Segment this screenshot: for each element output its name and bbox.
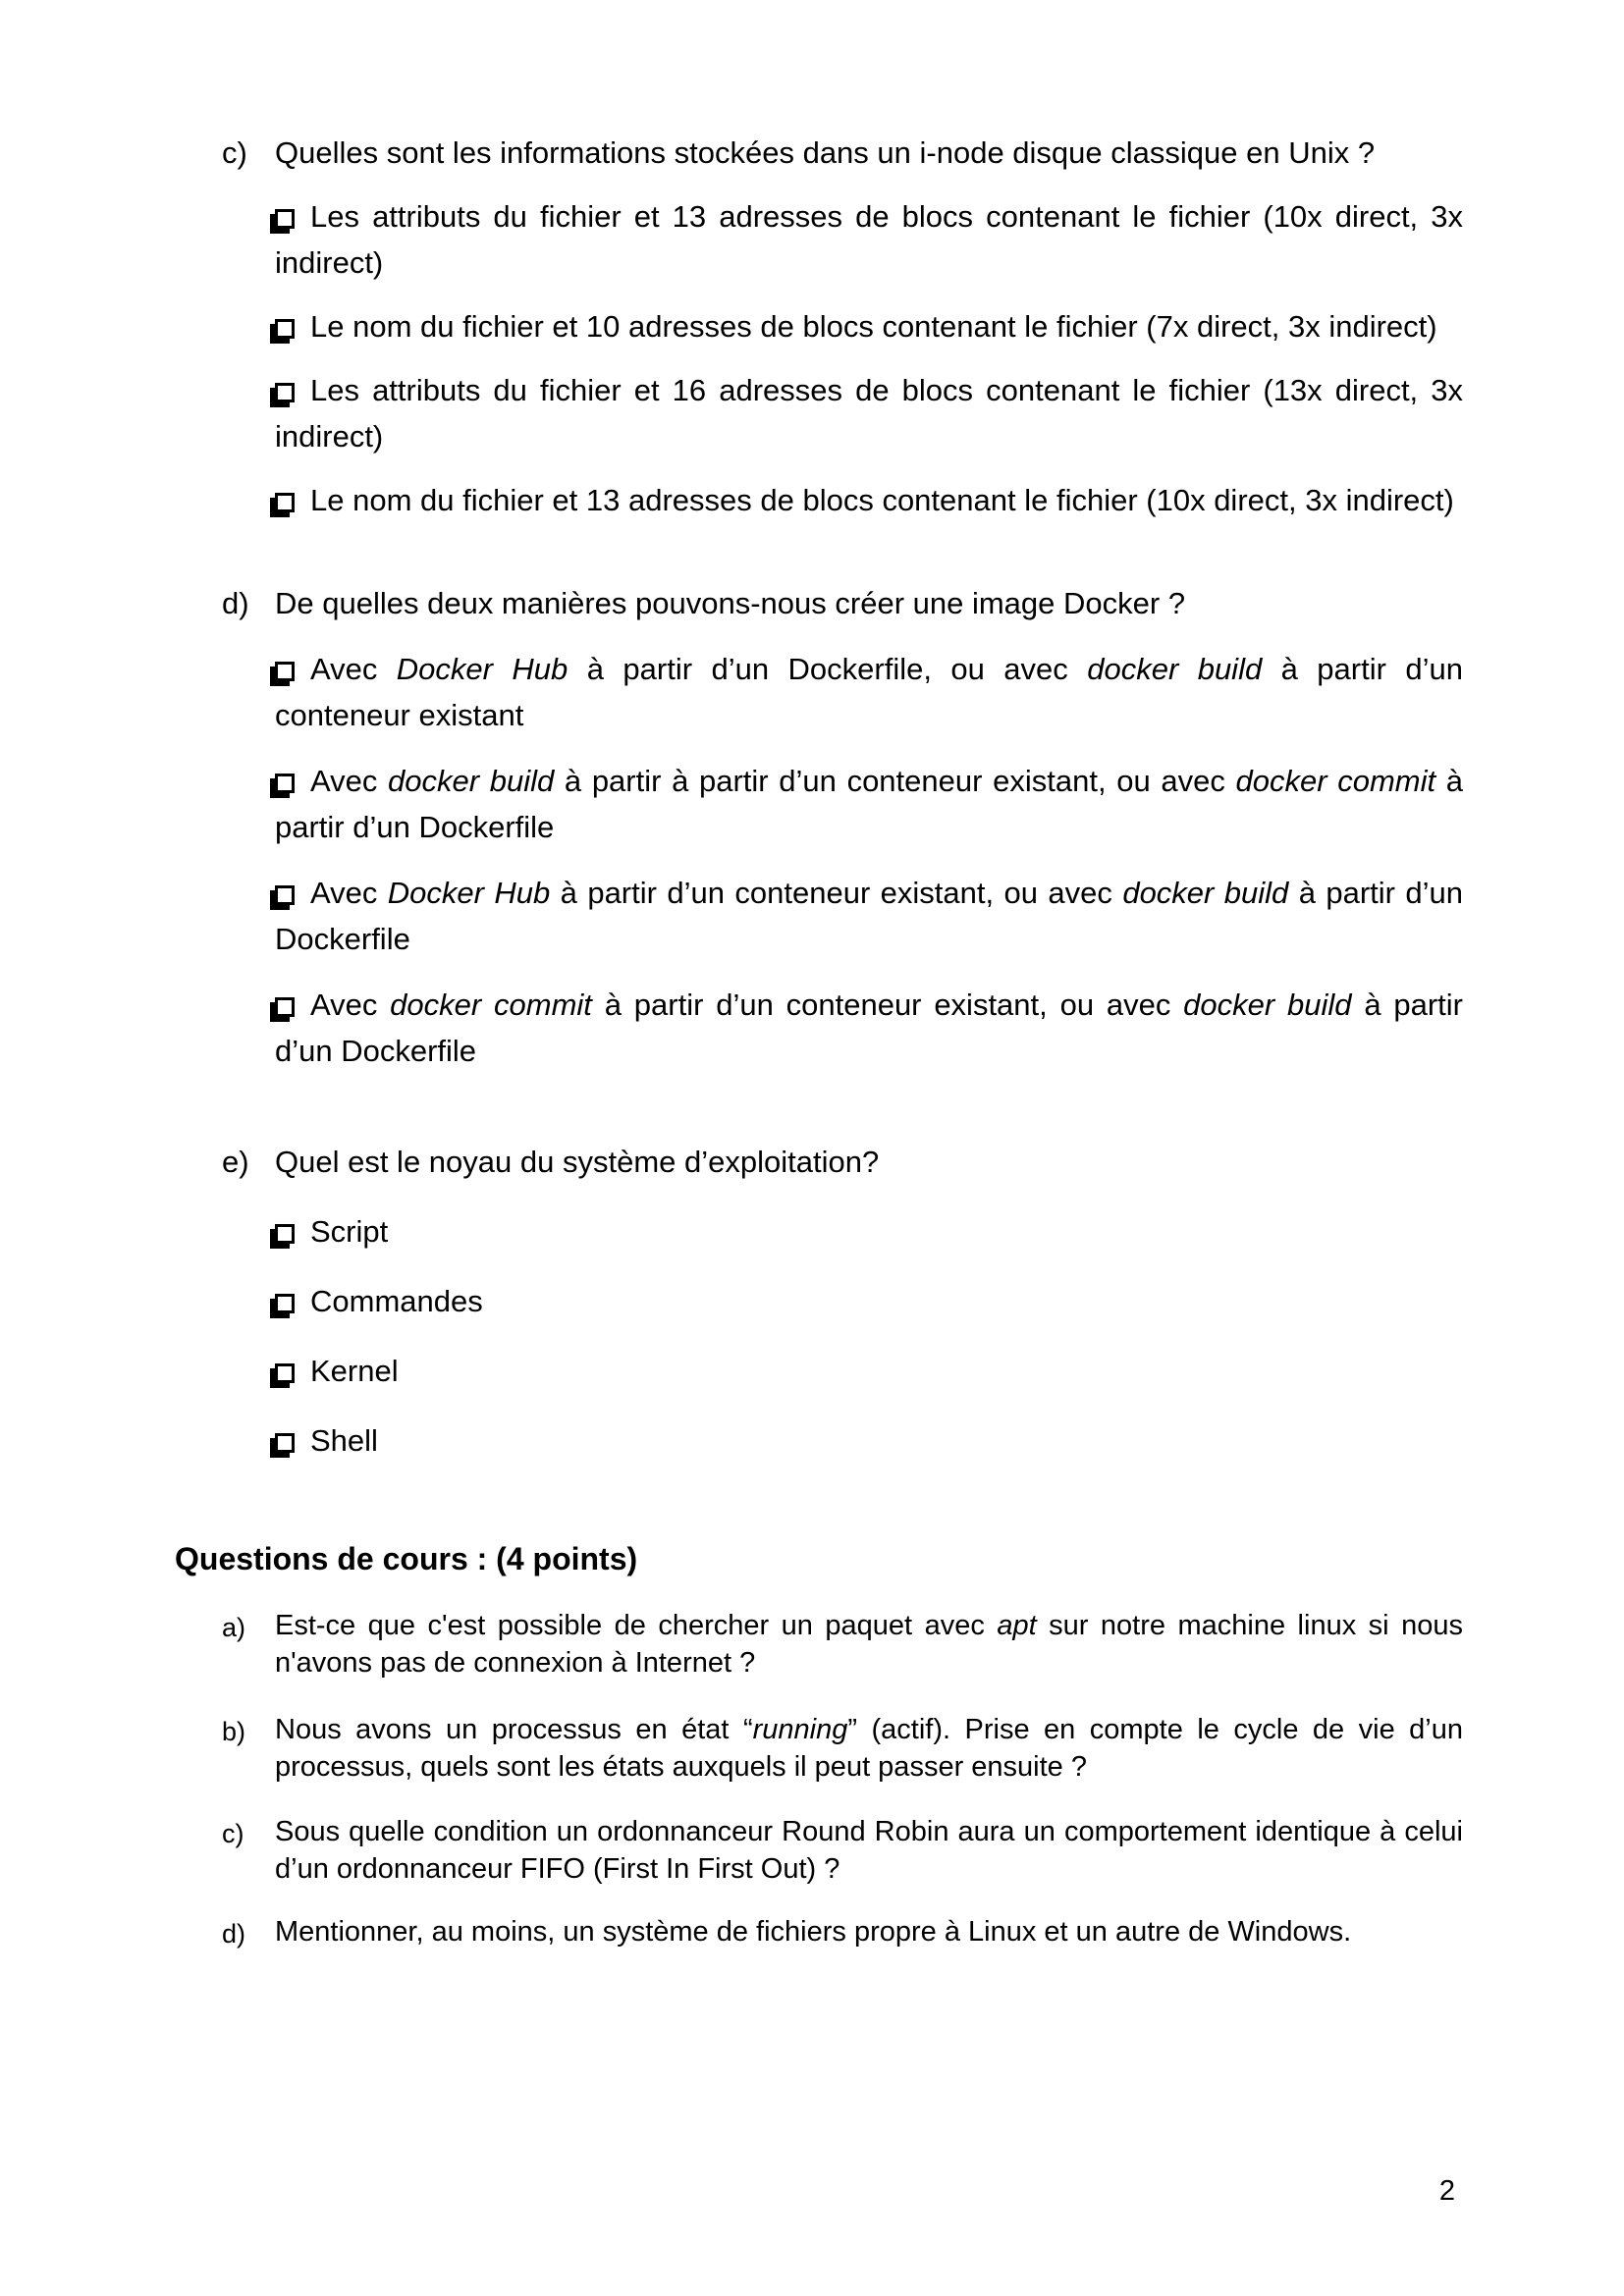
question-letter: d) [222, 586, 249, 620]
mcq-question-c [222, 130, 1463, 523]
checkbox-icon [275, 319, 295, 339]
mcq-option [275, 193, 1463, 286]
option-text: Avec Docker Hub à partir d’un conteneur existant, ou avec docker build à partir d’un Dockerfile [275, 876, 1463, 956]
question-text: Sous quelle condition un ordonnanceur Round Robin aura un comportement identique à celui d’un ordonnanceur FIFO (First In First Out) ? [275, 1816, 1463, 1885]
checkbox-icon [275, 662, 295, 681]
question-text: Quel est le noyau du système d’exploitation? [275, 1145, 880, 1179]
option-text: Le nom du fichier et 10 adresses de blocs contenant le fichier (7x direct, 3x indirect) [310, 309, 1437, 344]
option-text: Le nom du fichier et 13 adresses de blocs contenant le fichier (10x direct, 3x indirect) [310, 483, 1454, 517]
checkbox-icon [275, 1294, 295, 1313]
course-item [222, 1607, 1463, 1682]
mcq-option [275, 1208, 1463, 1255]
mcq-option [275, 1348, 1463, 1394]
course-item [222, 1813, 1463, 1888]
checkbox-icon [275, 1433, 295, 1453]
checkbox-icon [275, 997, 295, 1017]
checkbox-icon [275, 1224, 295, 1244]
mcq-option [275, 870, 1463, 962]
option-text: Avec Docker Hub à partir d’un Dockerfile, ou avec docker build à partir d’un conteneur existant [275, 652, 1463, 732]
option-text: Kernel [310, 1354, 399, 1388]
question-letter: b) [222, 1717, 246, 1746]
mcq-option [275, 477, 1463, 523]
page-number: 2 [1438, 2175, 1455, 2207]
question-letter: e) [222, 1145, 249, 1179]
question-letter: c) [222, 1819, 244, 1848]
question-text: Mentionner, au moins, un système de fichiers propre à Linux et un autre de Windows. [275, 1916, 1352, 1948]
question-letter: c) [222, 135, 247, 170]
checkbox-icon [275, 1363, 295, 1383]
option-text: Avec docker build à partir à partir d’un conteneur existant, ou avec docker commit à partir d’un Dockerfile [275, 764, 1464, 844]
checkbox-icon [275, 383, 295, 402]
option-text: Script [310, 1214, 389, 1249]
question-text: Quelles sont les informations stockées dans un i-node disque classique en Unix ? [275, 135, 1376, 170]
option-text: Les attributs du fichier et 13 adresses de blocs contenant le fichier (10x direct, 3x indirect) [275, 199, 1463, 280]
option-text: Commandes [310, 1284, 483, 1318]
question-line [222, 130, 1463, 176]
course-questions [222, 1607, 1463, 1950]
checkbox-icon [275, 209, 295, 229]
course-item [222, 1711, 1463, 1786]
question-text: Nous avons un processus en état “running” (actif). Prise en compte le cycle de vie d’un processus, quels sont les états auxquels il peut passer ensuite ? [275, 1714, 1463, 1783]
option-text: Les attributs du fichier et 16 adresses de blocs contenant le fichier (13x direct, 3x indirect) [275, 373, 1463, 454]
mcq-option [275, 1278, 1463, 1324]
mcq-option [275, 982, 1463, 1074]
mcq-option [275, 646, 1463, 738]
mcq-option [275, 303, 1463, 349]
course-section-heading: Questions de cours : (4 points) [175, 1541, 638, 1576]
question-line [222, 1139, 1463, 1185]
mcq-question-e [222, 1139, 1463, 1464]
mcq-question-d [222, 580, 1464, 1074]
question-line [222, 580, 1463, 626]
question-letter: d) [222, 1919, 246, 1949]
checkbox-icon [275, 774, 295, 793]
mcq-option [275, 758, 1463, 850]
course-item [222, 1913, 1463, 1950]
question-text: Est-ce que c'est possible de chercher un paquet avec apt sur notre machine linux si nous n'avons pas de connexion à Internet ? [275, 1610, 1463, 1679]
option-text: Shell [310, 1423, 378, 1458]
mcq-option [275, 367, 1463, 459]
checkbox-icon [275, 885, 295, 905]
question-letter: a) [222, 1613, 246, 1642]
checkbox-icon [275, 493, 295, 512]
mcq-option [275, 1417, 1463, 1464]
question-text: De quelles deux manières pouvons-nous créer une image Docker ? [275, 586, 1186, 620]
option-text: Avec docker commit à partir d’un conteneur existant, ou avec docker build à partir d’un Dockerfile [275, 988, 1463, 1068]
